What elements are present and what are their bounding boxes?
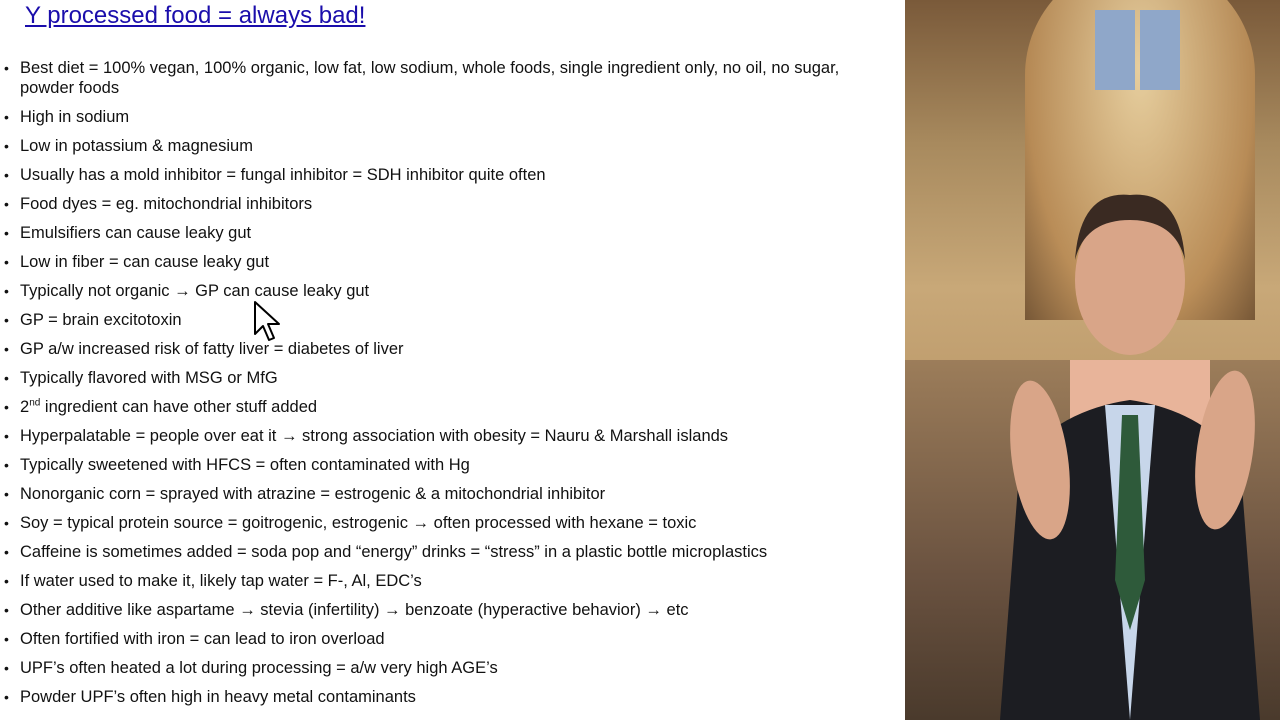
bullet-text: Powder UPF’s often high in heavy metal contaminants (20, 688, 416, 706)
presenter-figure (1000, 160, 1260, 720)
bullet-text: If water used to make it, likely tap water = F-, Al, EDC’s (20, 572, 422, 590)
bullet-glyph: • (4, 225, 9, 241)
bullet-text: Typically not organic → GP can cause leaky gut (20, 282, 370, 300)
list-item (0, 281, 905, 310)
list-item (0, 310, 905, 339)
bullet-glyph: • (4, 515, 9, 531)
bullet-glyph: • (4, 689, 9, 705)
list-item (0, 571, 905, 600)
bullet-glyph: • (4, 312, 9, 328)
list-item (0, 629, 905, 658)
bullet-glyph: • (4, 341, 9, 357)
list-item (0, 542, 905, 571)
list-item (0, 687, 905, 716)
bullet-glyph: • (4, 631, 9, 647)
bullet-text: Emulsifiers can cause leaky gut (20, 224, 252, 242)
bullet-ordinal: 2 (20, 398, 30, 416)
list-item (0, 136, 905, 165)
list-item (0, 368, 905, 397)
bullet-text: Caffeine is sometimes added = soda pop and “energy” drinks = “stress” in a plastic bottle microplastics (20, 543, 768, 561)
background-window (1095, 10, 1135, 90)
bullet-glyph: • (4, 428, 9, 444)
bullet-glyph: • (4, 486, 9, 502)
bullet-text: GP a/w increased risk of fatty liver = diabetes of liver (20, 340, 404, 358)
bullet-text: Other additive like aspartame → stevia (infertility) → benzoate (hyperactive behavior) → etc (20, 601, 689, 619)
slide-title: Y processed food = always bad! (25, 2, 366, 29)
bullet-text: Often fortified with iron = can lead to iron overload (20, 630, 385, 648)
bullet-glyph: • (4, 573, 9, 589)
mouse-pointer-icon (253, 300, 283, 342)
bullet-text: Low in potassium & magnesium (20, 137, 253, 155)
list-item (0, 455, 905, 484)
bullet-text: High in sodium (20, 108, 130, 126)
bullet-text: GP = brain excitotoxin (20, 311, 182, 329)
presenter-video (905, 0, 1280, 720)
list-item (0, 339, 905, 368)
list-item (0, 600, 905, 629)
bullet-text: Usually has a mold inhibitor = fungal inhibitor = SDH inhibitor quite often (20, 166, 546, 184)
bullet-text: Hyperpalatable = people over eat it → strong association with obesity = Nauru & Marshall islands (20, 427, 729, 445)
bullet-glyph: • (4, 283, 9, 299)
bullet-text: Nonorganic corn = sprayed with atrazine = estrogenic & a mitochondrial inhibitor (20, 485, 606, 503)
list-item (0, 426, 905, 455)
list-item (0, 165, 905, 194)
list-item (0, 107, 905, 136)
bullet-text: Soy = typical protein source = goitrogenic, estrogenic → often processed with hexane = toxic (20, 514, 697, 532)
bullet-text: Food dyes = eg. mitochondrial inhibitors (20, 195, 313, 213)
list-item (0, 513, 905, 542)
list-item (0, 223, 905, 252)
bullet-text-continuation: powder foods (20, 79, 120, 97)
bullet-glyph: • (4, 138, 9, 154)
bullet-glyph: • (4, 660, 9, 676)
bullet-glyph: • (4, 544, 9, 560)
list-item (0, 252, 905, 281)
bullet-glyph: • (4, 109, 9, 125)
bullet-glyph: • (4, 370, 9, 386)
list-item (0, 658, 905, 687)
bullet-glyph: • (4, 167, 9, 183)
bullet-glyph: • (4, 254, 9, 270)
list-item (0, 194, 905, 223)
list-item (0, 484, 905, 513)
bullet-text: UPF’s often heated a lot during processing = a/w very high AGE’s (20, 659, 498, 677)
bullet-text: Typically sweetened with HFCS = often contaminated with Hg (20, 456, 470, 474)
bullet-glyph: • (4, 602, 9, 618)
bullet-ordinal-suffix: nd (29, 397, 41, 409)
bullet-list (0, 58, 905, 716)
bullet-glyph: • (4, 60, 9, 76)
background-window (1140, 10, 1180, 90)
list-item (0, 397, 905, 426)
list-item (0, 58, 905, 107)
bullet-glyph: • (4, 399, 9, 415)
bullet-glyph: • (4, 196, 9, 212)
bullet-text: ingredient can have other stuff added (40, 398, 318, 416)
bullet-text: Typically flavored with MSG or MfG (20, 369, 278, 387)
bullet-text: Best diet = 100% vegan, 100% organic, low fat, low sodium, whole foods, single ingredient only, no oil, no sugar, (20, 59, 840, 77)
bullet-glyph: • (4, 457, 9, 473)
bullet-text: Low in fiber = can cause leaky gut (20, 253, 270, 271)
